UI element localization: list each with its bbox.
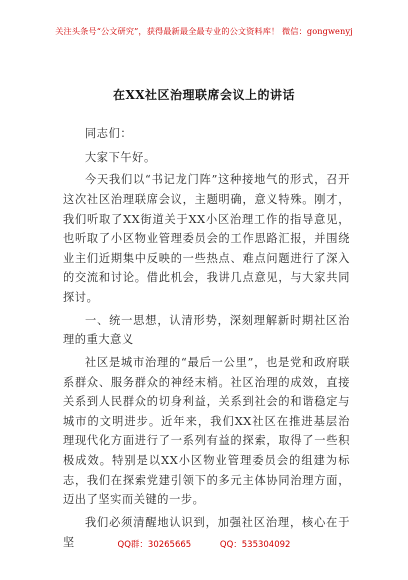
paragraph: 今天我们以“书记龙门阵”这种接地气的形式，召开这次社区治理联席会议，主题明确，意义特殊。刚才，我们听取了XX街道关于XX小区治理工作的指导意见，也听取了小区物业管理委员会的工作思路汇报，并围绕业主们近期集中反映的一些热点、难点问题进行了深入的交流和讨论。借此机会，我讲几点意见，与大家共同探讨。	[63, 173, 350, 304]
header-banner: 关注头条号“公文研究”，获得最新最全最专业的公文资料库！ 微信：gongwenyj	[55, 26, 353, 36]
footer-contact	[0, 538, 408, 550]
paragraph: 大家下午好。	[85, 150, 156, 164]
document-title: 在XX社区治理联席会议上的讲话	[112, 88, 296, 102]
paragraph: 我们必须清醒地认识到，加强社区治理，核心在于坚	[63, 516, 350, 549]
qq-group-number: QQ群：30265665	[117, 540, 192, 550]
paragraph: 社区是城市治理的“最后一公里”，也是党和政府联系群众、服务群众的神经末梢。社区治理的成效，直接关系到人民群众的切身利益，关系到社会的和谐稳定与城市的文明进步。近年来，我们XX社区在推进基层治理现代化方面进行了一系列有益的探索，取得了一些积极成效。特别是以XX小区物业管理委员会的组建为标志，我们在探索党建引领下的多元主体协同治理方面，迈出了坚实而关键的一步。	[63, 356, 350, 507]
salutation: 同志们：	[85, 127, 133, 140]
qq-number: QQ：535304092	[219, 540, 291, 550]
section-heading: 一、统一思想，认清形势，深刻理解新时期社区治理的重大意义	[63, 313, 350, 347]
document-body	[63, 124, 350, 555]
